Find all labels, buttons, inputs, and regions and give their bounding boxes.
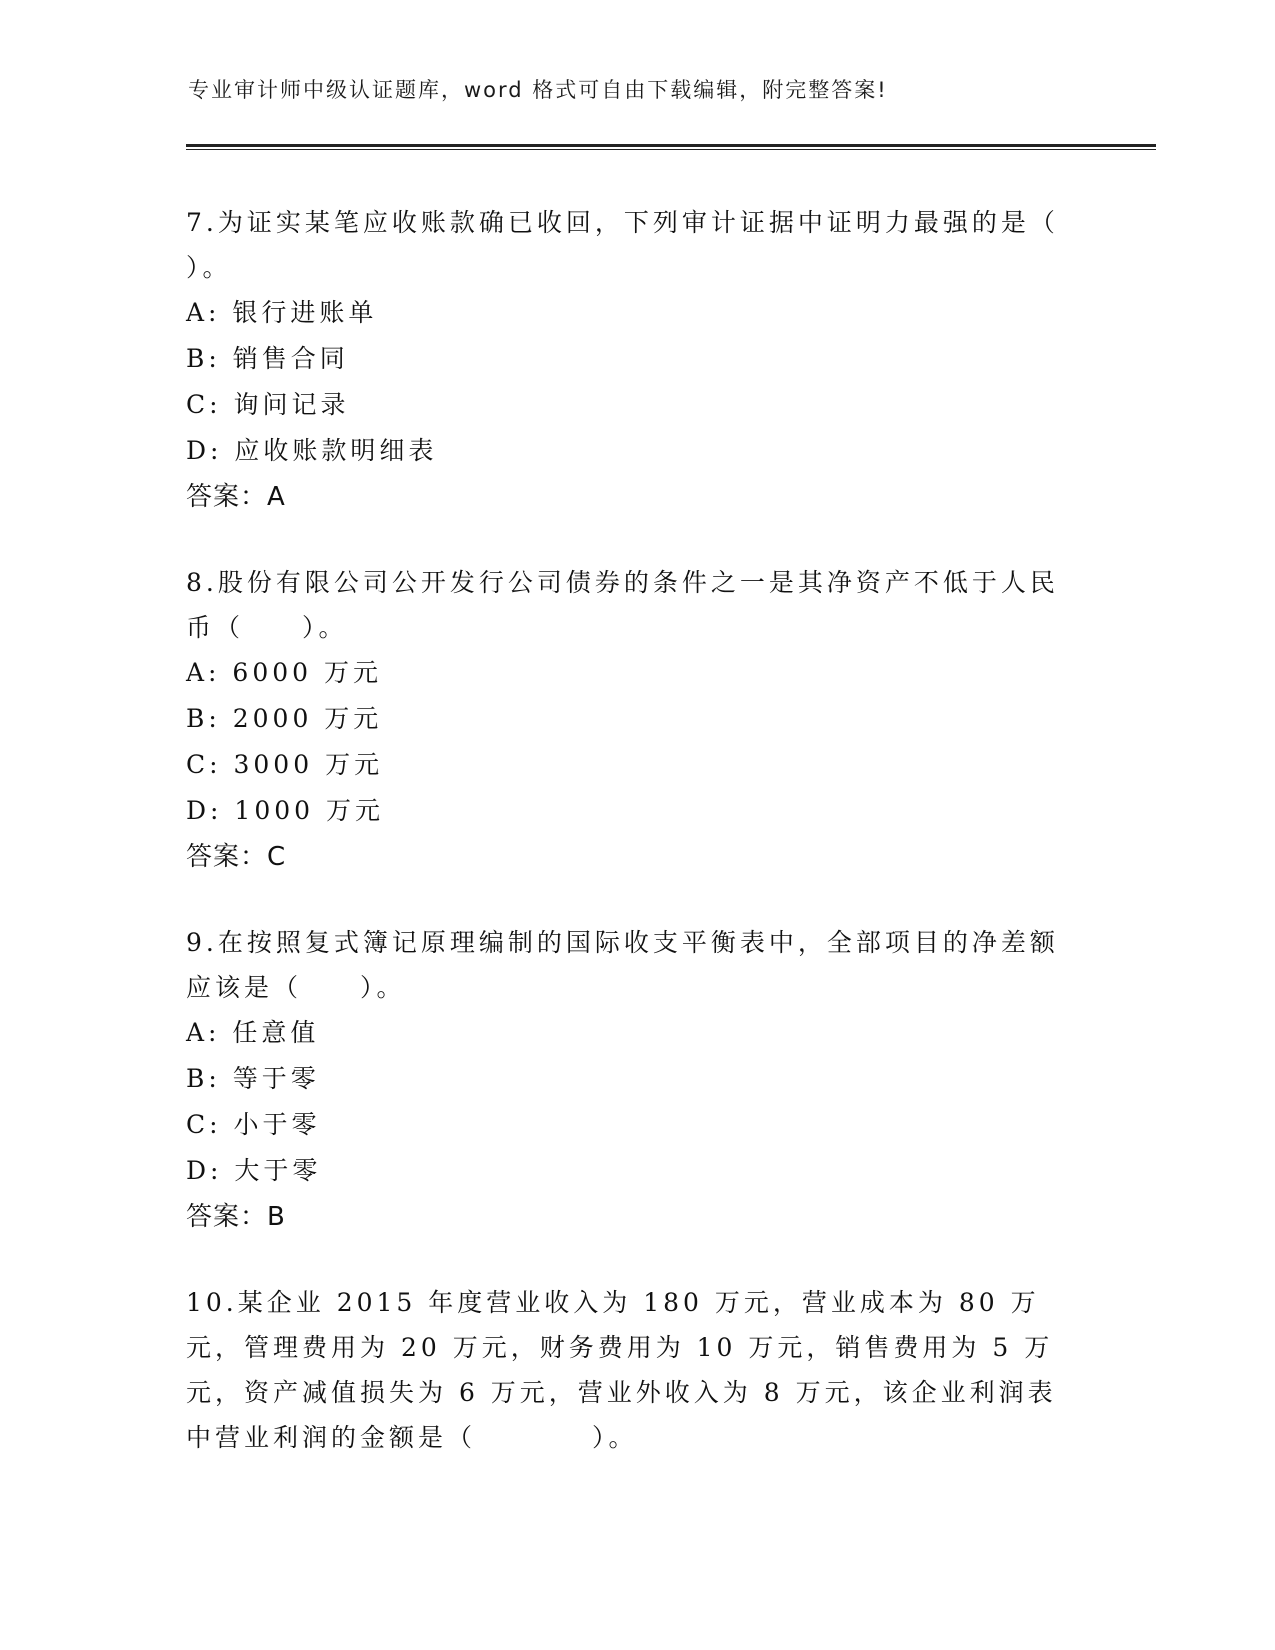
question-stem: 7.为证实某笔应收账款确已收回，下列审计证据中证明力最强的是（ ）。 (186, 208, 1059, 282)
option-b: B: 销售合同 (186, 344, 349, 373)
question-stem: 8.股份有限公司公开发行公司债券的条件之一是其净资产不低于人民币（ ）。 (186, 568, 1059, 642)
option-c: C: 询问记录 (186, 390, 350, 419)
option-a: A: 6000 万元 (186, 658, 382, 687)
question-8 (186, 560, 1076, 880)
option-b: B: 2000 万元 (186, 704, 383, 733)
option-a: A: 任意值 (186, 1018, 320, 1047)
answer: 答案：B (186, 1202, 286, 1232)
option-d: D: 大于零 (186, 1156, 322, 1185)
option-a: A: 银行进账单 (186, 298, 378, 327)
question-list (186, 200, 1076, 1500)
page-header: 专业审计师中级认证题库，word 格式可自由下载编辑，附完整答案! (188, 78, 888, 102)
question-10 (186, 1280, 1076, 1460)
question-7 (186, 200, 1076, 520)
question-stem: 9.在按照复式簿记原理编制的国际收支平衡表中，全部项目的净差额应该是（ ）。 (186, 928, 1059, 1002)
answer: 答案：A (186, 482, 286, 512)
header-divider (186, 144, 1156, 150)
option-c: C: 小于零 (186, 1110, 321, 1139)
question-stem: 10.某企业 2015 年度营业收入为 180 万元，营业成本为 80 万元，管理费用为 20 万元，财务费用为 10 万元，销售费用为 5 万元，资产减值损失为 6 万元，营业外收入为 8 万元，该企业利润表中营业利润的金额是（ ）。 (186, 1288, 1057, 1452)
option-d: D: 应收账款明细表 (186, 436, 438, 465)
option-d: D: 1000 万元 (186, 796, 384, 825)
answer: 答案：C (186, 842, 287, 872)
question-9 (186, 920, 1076, 1240)
option-c: C: 3000 万元 (186, 750, 384, 779)
option-b: B: 等于零 (186, 1064, 320, 1093)
